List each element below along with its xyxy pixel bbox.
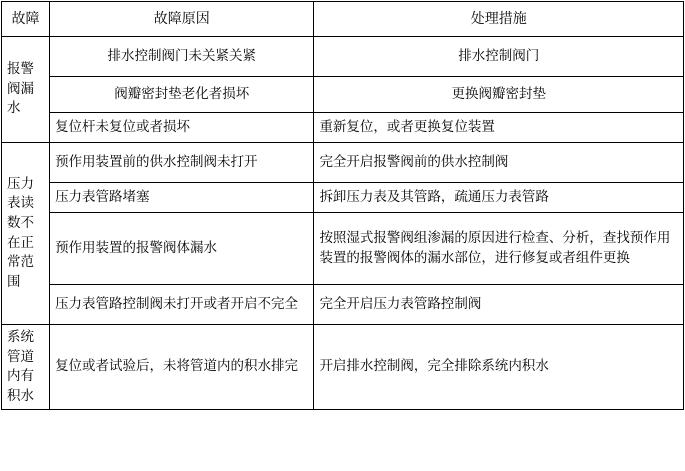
column-header-measure: 处理措施: [314, 2, 684, 37]
table-row: [2, 285, 684, 325]
measure-cell: 完全开启压力表管路控制阀: [314, 285, 684, 325]
measure-cell: 拆卸压力表及其管路，疏通压力表管路: [314, 183, 684, 213]
measure-cell: 更换阀瓣密封垫: [314, 77, 684, 113]
cause-cell: 预作用装置前的供水控制阀未打开: [50, 143, 314, 183]
fault-group-label: 压力表读数不在正常范围: [2, 143, 50, 325]
cause-cell: 压力表管路堵塞: [50, 183, 314, 213]
cause-cell: 阀瓣密封垫老化者损坏: [50, 77, 314, 113]
cause-cell: 预作用装置的报警阀体漏水: [50, 213, 314, 285]
fault-group-label: 系统管道内有积水: [2, 325, 50, 410]
table-row: [2, 77, 684, 113]
measure-cell: 按照湿式报警阀组渗漏的原因进行检查、分析，查找预作用装置的报警阀体的漏水部位，进行修复或者组件更换: [314, 213, 684, 285]
table-row: [2, 325, 684, 410]
fault-group-label: 报警阀漏水: [2, 37, 50, 143]
cause-cell: 复位或者试验后，未将管道内的积水排完: [50, 325, 314, 410]
measure-cell: 重新复位，或者更换复位装置: [314, 113, 684, 143]
table-row: [2, 213, 684, 285]
table-row: [2, 183, 684, 213]
measure-cell: 完全开启报警阀前的供水控制阀: [314, 143, 684, 183]
measure-cell: 排水控制阀门: [314, 37, 684, 77]
table-row: [2, 113, 684, 143]
fault-troubleshooting-table: [1, 1, 684, 410]
cause-cell: 排水控制阀门未关紧关紧: [50, 37, 314, 77]
cause-cell: 复位杆未复位或者损坏: [50, 113, 314, 143]
column-header-fault: 故障: [2, 2, 50, 37]
table-header-row: [2, 2, 684, 37]
table-row: [2, 143, 684, 183]
cause-cell: 压力表管路控制阀未打开或者开启不完全: [50, 285, 314, 325]
column-header-cause: 故障原因: [50, 2, 314, 37]
measure-cell: 开启排水控制阀，完全排除系统内积水: [314, 325, 684, 410]
table-row: [2, 37, 684, 77]
